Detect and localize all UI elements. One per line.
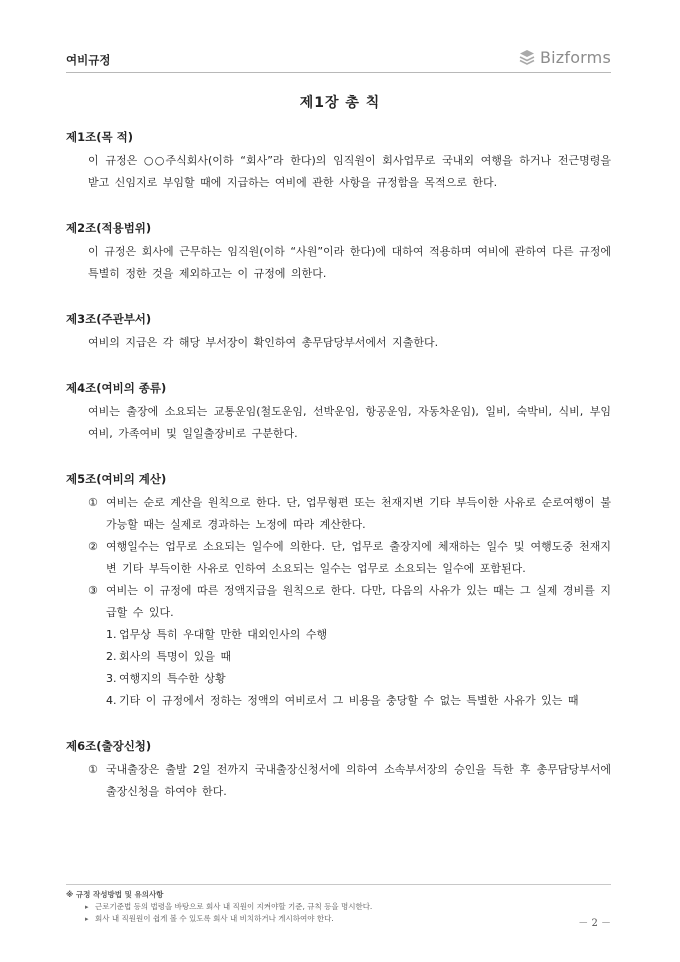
- clause-text: 여행일수는 업무로 소요되는 일수에 의한다. 단, 업무로 출장지에 체재하는 일수 및 여행도중 천재지변 기타 부득이한 사유로 인하여 소요되는 일수는 업무로 소요되는 일수에 포함된다.: [106, 540, 611, 575]
- clause-marker: ②: [88, 540, 98, 553]
- clause-marker: ③: [88, 584, 98, 597]
- sub-item-number: 2.: [106, 650, 117, 663]
- clause-text: 여비는 이 규정에 따른 정액지급을 원칙으로 한다. 다만, 다음의 사유가 있는 때는 그 실제 경비를 지급할 수 있다.: [106, 584, 611, 619]
- footer-note-text: 회사 내 직원원이 쉽게 볼 수 있도록 회사 내 비치하거나 게시하여야 한다.: [95, 914, 334, 923]
- article-5: [66, 470, 611, 712]
- brand-logo: [518, 48, 611, 67]
- article-title: 제5조(여비의 계산): [66, 472, 167, 486]
- document-title: 여비규정: [66, 53, 111, 67]
- page-number: － 2 －: [578, 918, 611, 929]
- sub-item-text: 기타 이 규정에서 정하는 정액의 여비로서 그 비용을 충당할 수 없는 특별한 사유가 있는 때: [119, 694, 579, 707]
- sub-item: [66, 690, 611, 712]
- footer-note: [66, 913, 611, 925]
- clause-item: [66, 536, 611, 580]
- article-title: 제3조(주관부서): [66, 312, 152, 326]
- sub-item-number: 4.: [106, 694, 117, 707]
- sub-item-text: 업무상 특히 우대할 만한 대외인사의 수행: [119, 628, 328, 641]
- chapter-title: 제1장 총 칙: [299, 95, 381, 111]
- footer-title: ※ 규정 작성방법 및 유의사항: [66, 890, 164, 899]
- sub-item: [66, 624, 611, 646]
- clause-item: [66, 580, 611, 624]
- sub-item: [66, 646, 611, 668]
- clause-text: 국내출장은 출발 2일 전까지 국내출장신청서에 의하여 소속부서장의 승인을 득한 후 총무담당부서에 출장신청을 하여야 한다.: [106, 763, 611, 798]
- clause-item: [66, 492, 611, 536]
- clause-marker: ①: [88, 496, 98, 509]
- sub-item-number: 3.: [106, 672, 117, 685]
- clause-item: [66, 759, 611, 803]
- article-title: 제4조(여비의 종류): [66, 381, 167, 395]
- clause-marker: ①: [88, 763, 98, 776]
- brand-name: Bizforms: [539, 48, 611, 67]
- article-title: 제6조(출장신청): [66, 739, 152, 753]
- page-header: [66, 48, 611, 70]
- article-body: 이 규정은 회사에 근무하는 임직원(이하 “사원”이라 한다)에 대하여 적용하며 여비에 관하여 다른 규정에 특별히 정한 것을 제외하고는 이 규정에 의한다.: [88, 245, 611, 280]
- article-body: 이 규정은 ○○주식회사(이하 “회사”라 한다)의 임직원이 회사업무로 국내외 여행을 하거나 전근명령을 받고 신임지로 부임할 때에 지급하는 여비에 관한 사항을 규정함을 목적으로 한다.: [88, 154, 611, 189]
- footer-divider: [66, 884, 611, 885]
- article-body: 여비의 지급은 각 해당 부서장이 확인하여 총무담당부서에서 지출한다.: [88, 336, 439, 349]
- document-body: [66, 128, 611, 828]
- article-1: [66, 128, 611, 194]
- footer-note: [66, 901, 611, 913]
- sub-item-text: 여행지의 특수한 상황: [119, 672, 226, 685]
- bullet-triangle-icon: ▸: [85, 915, 89, 923]
- sub-item-text: 회사의 특명이 있을 때: [119, 650, 232, 663]
- footer-note-text: 근로기준법 등의 법령을 바탕으로 회사 내 직원이 지켜야할 기준, 규칙 등을 명시한다.: [95, 902, 373, 911]
- bullet-triangle-icon: ▸: [85, 903, 89, 911]
- article-6: [66, 737, 611, 803]
- article-2: [66, 219, 611, 285]
- clause-text: 여비는 순로 계산을 원칙으로 한다. 단, 업무형편 또는 천재지변 기타 부득이한 사유로 순로여행이 불가능할 때는 실제로 경과하는 노정에 따라 계산한다.: [106, 496, 611, 531]
- article-title: 제2조(적용범위): [66, 221, 152, 235]
- article-title: 제1조(목 적): [66, 130, 133, 144]
- sub-item: [66, 668, 611, 690]
- bizforms-logo-icon: [518, 49, 536, 67]
- header-divider: [66, 72, 611, 73]
- article-body: 여비는 출장에 소요되는 교통운임(철도운임, 선박운임, 항공운임, 자동차운임), 일비, 숙박비, 식비, 부임여비, 가족여비 및 일일출장비로 구분한다.: [88, 405, 611, 440]
- article-3: [66, 310, 611, 354]
- article-4: [66, 379, 611, 445]
- footer-notes: [66, 888, 611, 925]
- sub-item-number: 1.: [106, 628, 117, 641]
